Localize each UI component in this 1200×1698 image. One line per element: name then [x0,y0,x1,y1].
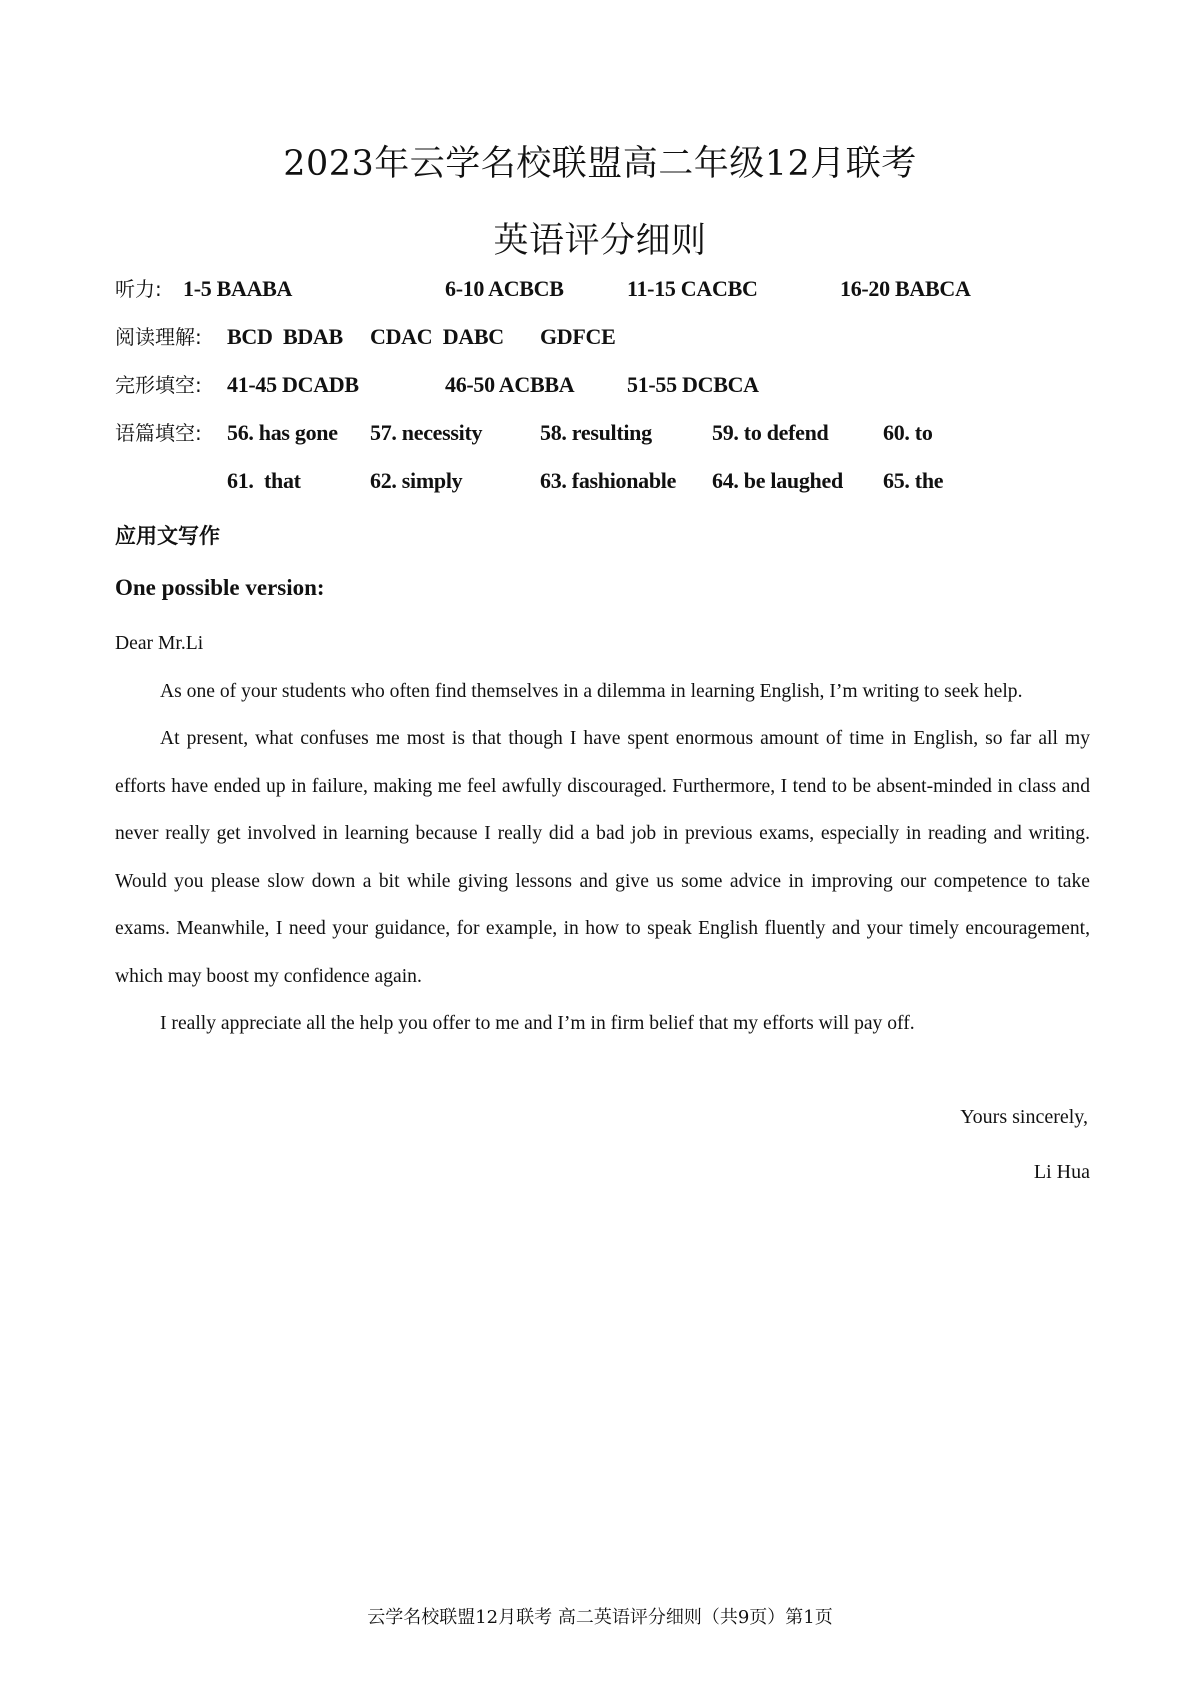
answer-item: CDAC DABC [370,324,504,349]
answer-item: 64. be laughed [712,468,843,493]
section-title: 应用文写作 [115,524,220,548]
answer-item: 57. necessity [370,420,483,445]
answer-item: 1-5 BAABA [183,276,293,301]
answer-row-label: 阅读理解: [115,325,202,349]
letter-paragraph: At present, what confuses me most is that though I have spent enormous amount of time in English, so far all my efforts have ended up in failure, making me feel awfully discouraged. Furthermore, I tend to be absent-minded in class and never really get involved in learning because I really did a bad job in previous exams, especially in reading and writing. Would you please slow down a bit while giving lessons and give us some advice in improving our competence to take exams. Meanwhile, I need your guidance, for example, in how to speak English fluently and your timely encouragement, which may boost my confidence again. [115,728,1090,987]
letter-paragraph: I really appreciate all the help you offer to me and I’m in firm belief that my efforts will pay off. [160,1013,915,1034]
answer-item: 65. the [883,468,944,493]
answer-item: 46-50 ACBBA [445,372,575,397]
letter-body [115,620,1090,1048]
answer-item: 63. fashionable [540,468,677,493]
answer-item: 61. that [227,468,301,493]
version-label: One possible version: [115,575,325,600]
answer-item: 56. has gone [227,420,338,445]
answer-row-label: 语篇填空: [115,421,202,445]
answer-row-label: 听力: [115,277,162,301]
letter-paragraph: As one of your students who often find themselves in a dilemma in learning English, I’m writing to seek help. [160,680,1023,702]
answer-item: GDFCE [540,324,616,349]
answer-item: 62. simply [370,468,463,493]
answer-item: 41-45 DCADB [227,372,359,397]
page-footer: 云学名校联盟12月联考 高二英语评分细则（共9页）第1页 [367,1607,833,1628]
answer-item: 6-10 ACBCB [445,276,564,301]
document-subtitle: 英语评分细则 [493,221,707,261]
letter-closing: Yours sincerely, [960,1106,1088,1128]
answer-item: 11-15 CACBC [627,276,758,301]
letter-signature: Li Hua [1033,1161,1090,1183]
answer-item: BCD BDAB [227,324,343,349]
answer-item: 16-20 BABCA [840,276,971,301]
document-title: 2023年云学名校联盟高二年级12月联考 [283,144,917,184]
answer-item: 51-55 DCBCA [627,372,759,397]
answer-item: 59. to defend [712,420,829,445]
answer-item: 60. to [883,420,933,445]
letter-salutation: Dear Mr.Li [115,633,204,654]
answer-item: 58. resulting [540,420,652,445]
answer-row-label: 完形填空: [115,373,202,397]
